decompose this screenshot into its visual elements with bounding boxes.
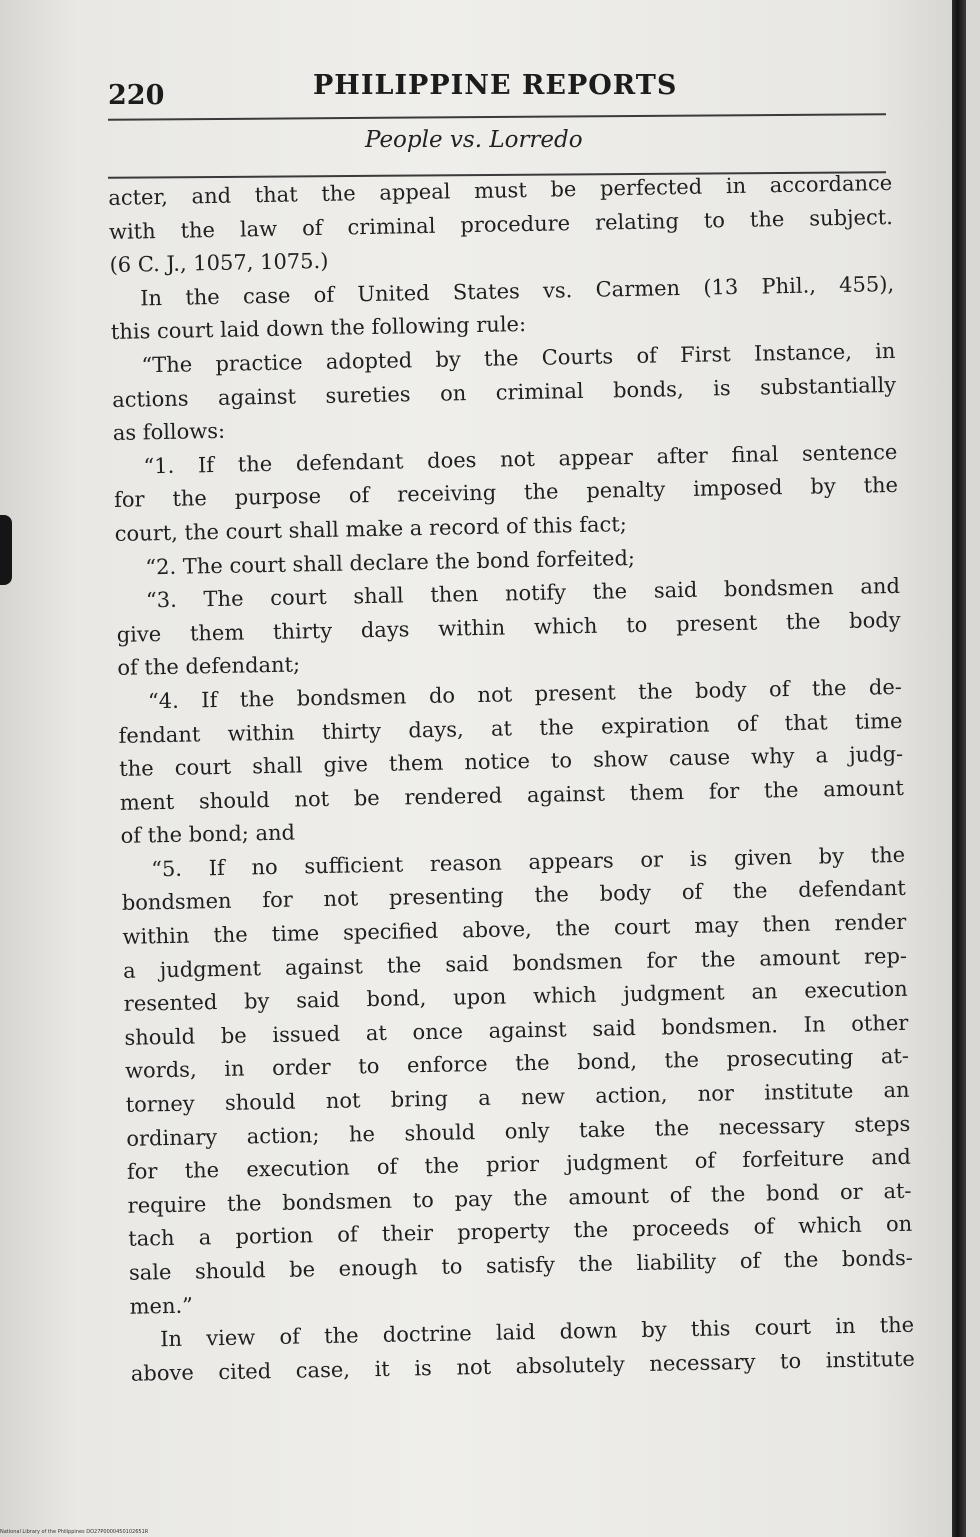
text-line: above cited case, it is not absolutely necessary to institute	[130, 1346, 915, 1386]
text-line: of the defendant;	[117, 652, 301, 681]
text-line: “The practice adopted by the Courts of First Instance, in	[141, 338, 896, 378]
text-line: resented by said bond, upon which judgment an execution	[123, 977, 908, 1017]
scan-footer: National Library of the Philippines DO27P0000450102651R	[0, 1529, 149, 1535]
text-line: court, the court shall make a record of this fact;	[114, 512, 628, 546]
text-line: “4. If the bondsmen do not present the body of the de-	[147, 674, 903, 714]
text-line: as follows:	[112, 418, 226, 446]
case-title: People vs. Lorredo	[365, 127, 583, 153]
running-head	[108, 68, 890, 118]
text-line: give them thirty days within which to present the body	[116, 607, 901, 647]
scan-page-edge	[952, 0, 966, 1537]
text-line: “2. The court shall declare the bond forfeited;	[145, 545, 636, 579]
reporter-title: PHILIPPINE REPORTS	[313, 70, 678, 101]
text-line: “5. If no sufficient reason appears or is given by the	[150, 842, 906, 882]
text-line: fendant within thirty days, at the expiration of that time	[118, 708, 903, 748]
text-line: men.”	[129, 1293, 194, 1319]
text-line: actions against sureties on criminal bonds, is substantially	[111, 372, 897, 412]
text-line: sale should be enough to satisfy the liability of the bonds-	[128, 1245, 914, 1285]
text-line: for the execution of the prior judgment of forfeiture and	[126, 1144, 912, 1185]
text-line: bondsmen for not presenting the body of the defendant	[121, 876, 906, 916]
page-number: 220	[108, 80, 165, 111]
text-line: the court shall give them notice to show cause why a judg-	[119, 741, 904, 781]
text-line: for the purpose of receiving the penalty imposed by the	[113, 473, 899, 513]
text-line: within the time specified above, the court may then render	[122, 909, 907, 949]
text-line: words, in order to enforce the bond, the prosecuting at-	[124, 1044, 910, 1084]
body-text	[108, 167, 915, 1391]
text-line: “1. If the defendant does not appear after final sentence	[143, 439, 898, 479]
text-line: require the bondsmen to pay the amount of the bond or at-	[127, 1178, 912, 1218]
text-line: of the bond; and	[120, 820, 296, 849]
text-line: ordinary action; he should only take the necessary steps	[126, 1111, 911, 1151]
text-line: ment should not be rendered against them for the amount	[119, 775, 905, 815]
text-line: tach a portion of their property the proceeds of which on	[128, 1212, 913, 1252]
text-line: should be issued at once against said bondsmen. In other	[124, 1010, 909, 1050]
text-line: In the case of United States vs. Carmen (13 Phil., 455),	[140, 271, 895, 311]
text-line: this court laid down the following rule:	[110, 312, 527, 345]
scan-margin-blot	[0, 515, 12, 585]
text-line: In view of the doctrine laid down by this court in the	[159, 1312, 915, 1352]
text-line: “3. The court shall then notify the said bondsmen and	[145, 573, 901, 613]
text-line: with the law of criminal procedure relating to the subject.	[108, 204, 894, 244]
text-line: (6 C. J., 1057, 1075.)	[109, 248, 329, 278]
text-line: torney should not bring a new action, nor institute an	[125, 1077, 910, 1117]
text-line: a judgment against the said bondsmen for the amount rep-	[122, 943, 908, 983]
text-line: acter, and that the appeal must be perfected in accordance	[108, 170, 893, 210]
